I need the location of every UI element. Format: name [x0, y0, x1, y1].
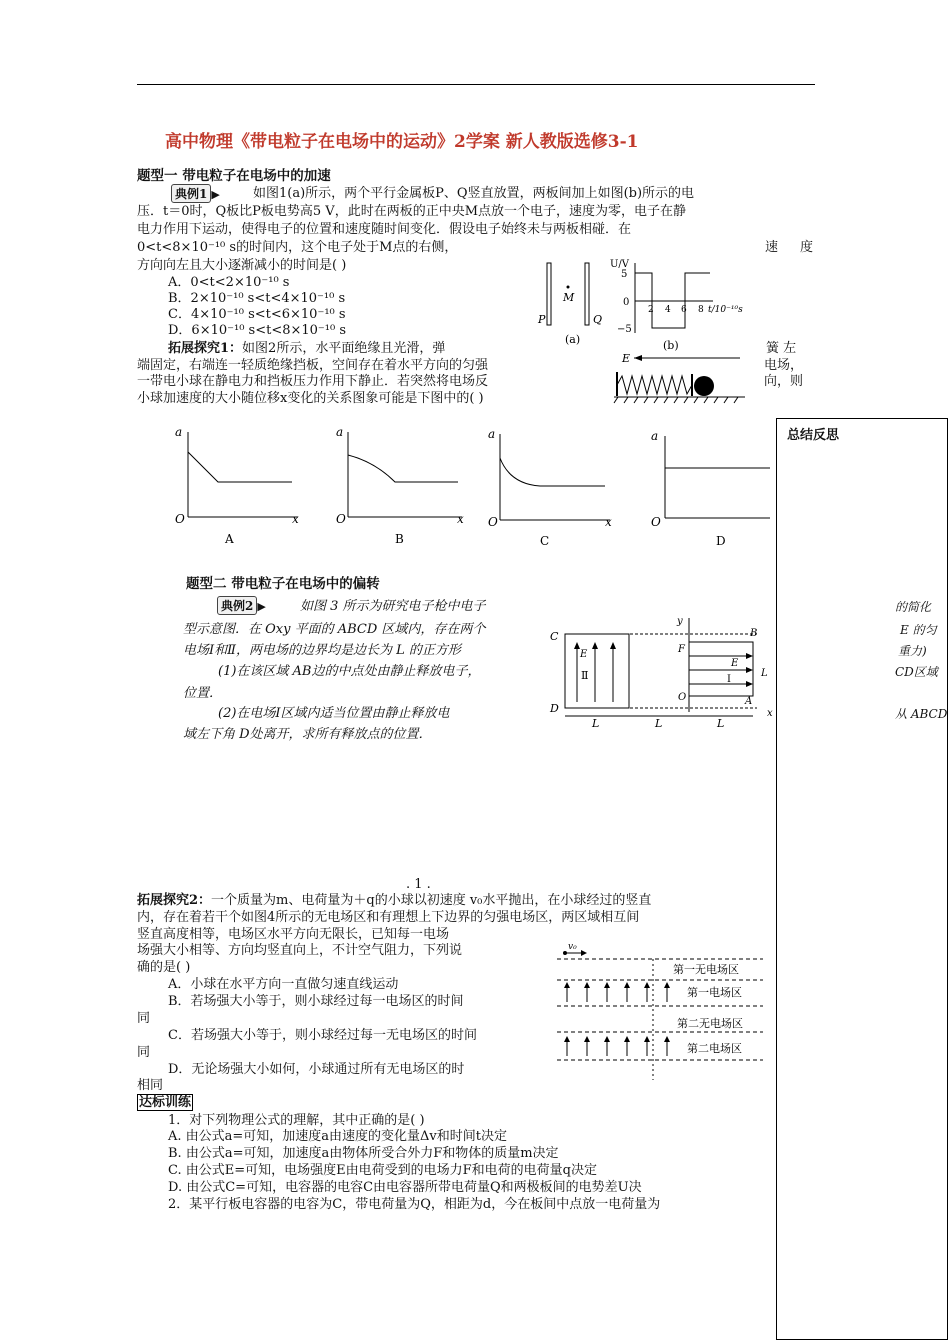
training-line-0: 1．对下列物理公式的理解，其中正确的是( ): [168, 1113, 425, 1128]
explore2-line-4: 确的是( ): [137, 960, 191, 975]
s2-line-2: 电场Ⅰ和Ⅱ，两电场的边界均是边长为 L 的正方形: [183, 643, 461, 658]
tick-yn5: −5: [617, 324, 632, 335]
label-p: P: [538, 313, 546, 326]
fig4-zone4: 第二电场区: [687, 1042, 742, 1055]
training-line-3: C. 由公式E=可知，电场强度E由电荷受到的电场力F和电荷的电荷量q决定: [168, 1163, 597, 1178]
graph-d: [651, 429, 770, 548]
s2-line-1: 型示意图．在 Oxy 平面的 ABCD 区域内，存在两个: [183, 622, 486, 637]
explore1-line-3: 小球加速度的大小随位移x变化的关系图象可能是下图中的( ): [137, 391, 484, 406]
s2-line-5: (2)在电场Ⅰ区域内适当位置由静止释放电: [218, 706, 450, 721]
explore2-line-11: 相同: [137, 1078, 164, 1093]
explore1-right-1: 电场，: [764, 358, 804, 373]
explore2-label: 拓展探究2：: [137, 893, 212, 908]
graph-b: [336, 425, 464, 546]
graph-b-axis-x: x: [457, 512, 464, 526]
s1-opt-3: D．6×10⁻¹⁰ s<t<8×10⁻¹⁰ s: [168, 323, 347, 338]
graph-c-origin: O: [488, 515, 498, 529]
explore1-label: 拓展探究1：: [168, 341, 243, 356]
graph-b-origin: O: [336, 512, 346, 526]
graph-a-axis-a: a: [175, 425, 183, 439]
fig3-b: B: [750, 628, 758, 639]
figure-3: [547, 612, 775, 730]
s2-right-0: 的简化: [895, 600, 932, 614]
s2-right-1: E 的匀: [900, 623, 937, 637]
fig3-x: x: [767, 708, 773, 719]
tick-4: 4: [665, 305, 671, 315]
graph-a-axis-x: x: [292, 512, 299, 526]
s1-line-1: 压．t＝0时，Q板比P板电势高5 V，此时在两板的正中央M点放一个电子，速度为零，电子在静: [137, 204, 687, 219]
figure-4: [553, 940, 775, 1088]
training-label-text: 达标训练: [139, 1095, 192, 1110]
graph-c: [488, 427, 612, 548]
tick-6: 6: [681, 305, 687, 315]
explore1-right-0: 簧 左: [766, 341, 797, 356]
explore2-line-3: 场强大小相等、方向均竖直向上，不计空气阻力，下列说: [137, 943, 463, 958]
fig3-o: O: [678, 692, 687, 703]
graph-d-axis-a: a: [651, 429, 659, 443]
explore1-line-1: 端固定，右端连一轻质绝缘挡板，空间存在着水平方向的匀强: [137, 358, 489, 373]
page-number: . 1 .: [406, 877, 431, 892]
plate-q: [585, 263, 589, 325]
explore2-line-8: C．若场强大小等于，则小球经过每一无电场区的时间: [168, 1028, 477, 1043]
explore2-line-6: B．若场强大小等于，则小球经过每一电场区的时间: [168, 994, 464, 1009]
label-q: Q: [593, 313, 603, 326]
explore2-line-10: D．无论场强大小如何，小球通过所有无电场区的时: [168, 1062, 465, 1077]
fig4-v0: v₀: [568, 942, 577, 952]
explore2-line-7: 同: [137, 1011, 151, 1026]
explore2-line-9: 同: [137, 1045, 151, 1060]
s2-line-4: 位置．: [183, 686, 223, 701]
summary-box: [776, 418, 948, 1340]
label-e: E: [622, 352, 631, 365]
s1-opt-2: C．4×10⁻¹⁰ s<t<6×10⁻¹⁰ s: [168, 307, 346, 322]
training-line-4: D. 由公式C=可知，电容器的电容C由电容器所带电荷量Q和两极板间的电势差U决: [168, 1180, 642, 1195]
s2-line-6: 域左下角 D处离开，求所有释放点的位置．: [183, 727, 432, 742]
caption-a: (a): [565, 333, 581, 346]
explore2-line-1: 内，存在着若干个如图4所示的无电场区和有理想上下边界的匀强电场区，两区域相互间: [137, 910, 640, 925]
graph-a-label: A: [225, 532, 234, 546]
explore2-line-2: 竖直高度相等，电场区水平方向无限长，已知每一电场: [137, 927, 450, 942]
s1-line-0: 如图1(a)所示，两个平行金属板P、Q竖直放置，两板间加上如图(b)所示的电: [253, 186, 695, 201]
fig3-y: y: [677, 616, 683, 627]
s2-right-4: 从 ABCD: [895, 707, 948, 721]
fig3-l3: L: [717, 717, 725, 730]
explore2-line-0: [137, 893, 651, 909]
s1-line-2: 电力作用下运动，使得电子的位置和速度随时间变化．假设电子始终未与两板相碰．在: [137, 222, 632, 237]
figure-1: [535, 255, 770, 355]
fig3-e: E: [580, 649, 588, 660]
fig3-e2: E: [731, 658, 739, 669]
tick-2: 2: [648, 305, 654, 315]
top-rule: [137, 84, 815, 85]
training-line-1: A. 由公式a=可知，加速度a由速度的变化量Δv和时间t决定: [168, 1129, 508, 1144]
section2-heading: 题型二 带电粒子在电场中的偏转: [186, 576, 380, 592]
s2-line-3: (1)在该区域 AB边的中点处由静止释放电子，: [218, 664, 481, 679]
label-m: M: [563, 291, 575, 304]
fig4-zone1: 第一无电场区: [673, 963, 739, 976]
training-line-2: B. 由公式a=可知，加速度a由物体所受合外力F和物体的质量m决定: [168, 1146, 559, 1161]
training-line-5: 2．某平行板电容器的电容为C，带电荷量为Q，相距为d，今在板间中点放一电荷量为: [168, 1197, 661, 1212]
fig3-d: D: [550, 702, 559, 715]
fig3-l2: L: [655, 717, 663, 730]
explore1-text-0: [168, 341, 445, 357]
tick-y0: 0: [623, 297, 630, 308]
graph-c-label: C: [540, 534, 550, 548]
s1-right-1: 度: [800, 240, 814, 255]
s1-right-0: 速: [765, 240, 779, 255]
fig3-l-side: L: [761, 668, 768, 679]
s1-line-4: 方向向左且大小逐渐减小的时间是( ): [137, 258, 347, 273]
figure-2: [612, 350, 747, 408]
caption-b: (b): [663, 339, 679, 352]
s2-right-3: CD区域: [895, 665, 938, 679]
training-label: [137, 1095, 193, 1111]
explore2-line-5: A．小球在水平方向一直做匀速直线运动: [168, 977, 399, 992]
xlabel-t: t/10⁻¹⁰s: [708, 305, 743, 315]
play-icon: ▶: [211, 188, 220, 201]
explore1-right-2: 向，则: [764, 374, 804, 389]
fig3-roman1: Ⅰ: [727, 674, 731, 685]
fig4-zone3: 第二无电场区: [677, 1017, 743, 1030]
ylabel-u: U/V: [610, 259, 630, 270]
s1-opt-1: B．2×10⁻¹⁰ s<t<4×10⁻¹⁰ s: [168, 291, 346, 306]
graph-a: [175, 425, 299, 546]
fig3-a: A: [745, 696, 753, 707]
page-title: 高中物理《带电粒子在电场中的运动》2学案 新人教版选修3-1: [165, 132, 639, 152]
plate-p: [547, 263, 551, 325]
s1-opt-0: A．0<t<2×10⁻¹⁰ s: [168, 275, 290, 290]
graph-d-origin: O: [651, 515, 661, 529]
fig4-zone2: 第一电场区: [687, 986, 742, 999]
graph-b-axis-a: a: [336, 425, 344, 439]
fig3-l1: L: [592, 717, 600, 730]
s1-line-3: 0<t<8×10⁻¹⁰ s的时间内，这个电子处于M点的右侧，: [137, 240, 458, 255]
graph-c-axis-x: x: [605, 515, 612, 529]
play-icon: ▶: [257, 600, 266, 613]
section1-heading: 题型一 带电粒子在电场中的加速: [137, 168, 331, 184]
tick-8: 8: [698, 305, 704, 315]
tick-y5: 5: [621, 269, 628, 280]
fig3-c: C: [550, 630, 559, 643]
fig3-roman2: Ⅱ: [581, 669, 589, 682]
graph-a-origin: O: [175, 512, 185, 526]
explore2-text-0: 一个质量为m、电荷量为＋q的小球以初速度 v₀水平抛出，在小球经过的竖直: [211, 893, 652, 908]
example2-badge: 典例2 ▶: [217, 596, 266, 615]
graph-d-label: D: [716, 534, 726, 548]
graph-c-axis-a: a: [488, 427, 496, 441]
example1-badge: 典例1 ▶: [171, 184, 220, 203]
graphs-abcd: [170, 422, 770, 552]
explore1-line-2: 一带电小球在静电力和挡板压力作用下静止．若突然将电场反: [137, 374, 489, 389]
s2-line-0: 如图 3 所示为研究电子枪中电子: [300, 599, 486, 614]
summary-label: 总结反思: [787, 428, 840, 443]
explore1-line-0: 如图2所示，水平面绝缘且光滑，弹: [242, 341, 446, 356]
fig3-f: F: [678, 644, 685, 655]
s2-right-2: 重力): [898, 644, 927, 658]
graph-b-label: B: [395, 532, 404, 546]
